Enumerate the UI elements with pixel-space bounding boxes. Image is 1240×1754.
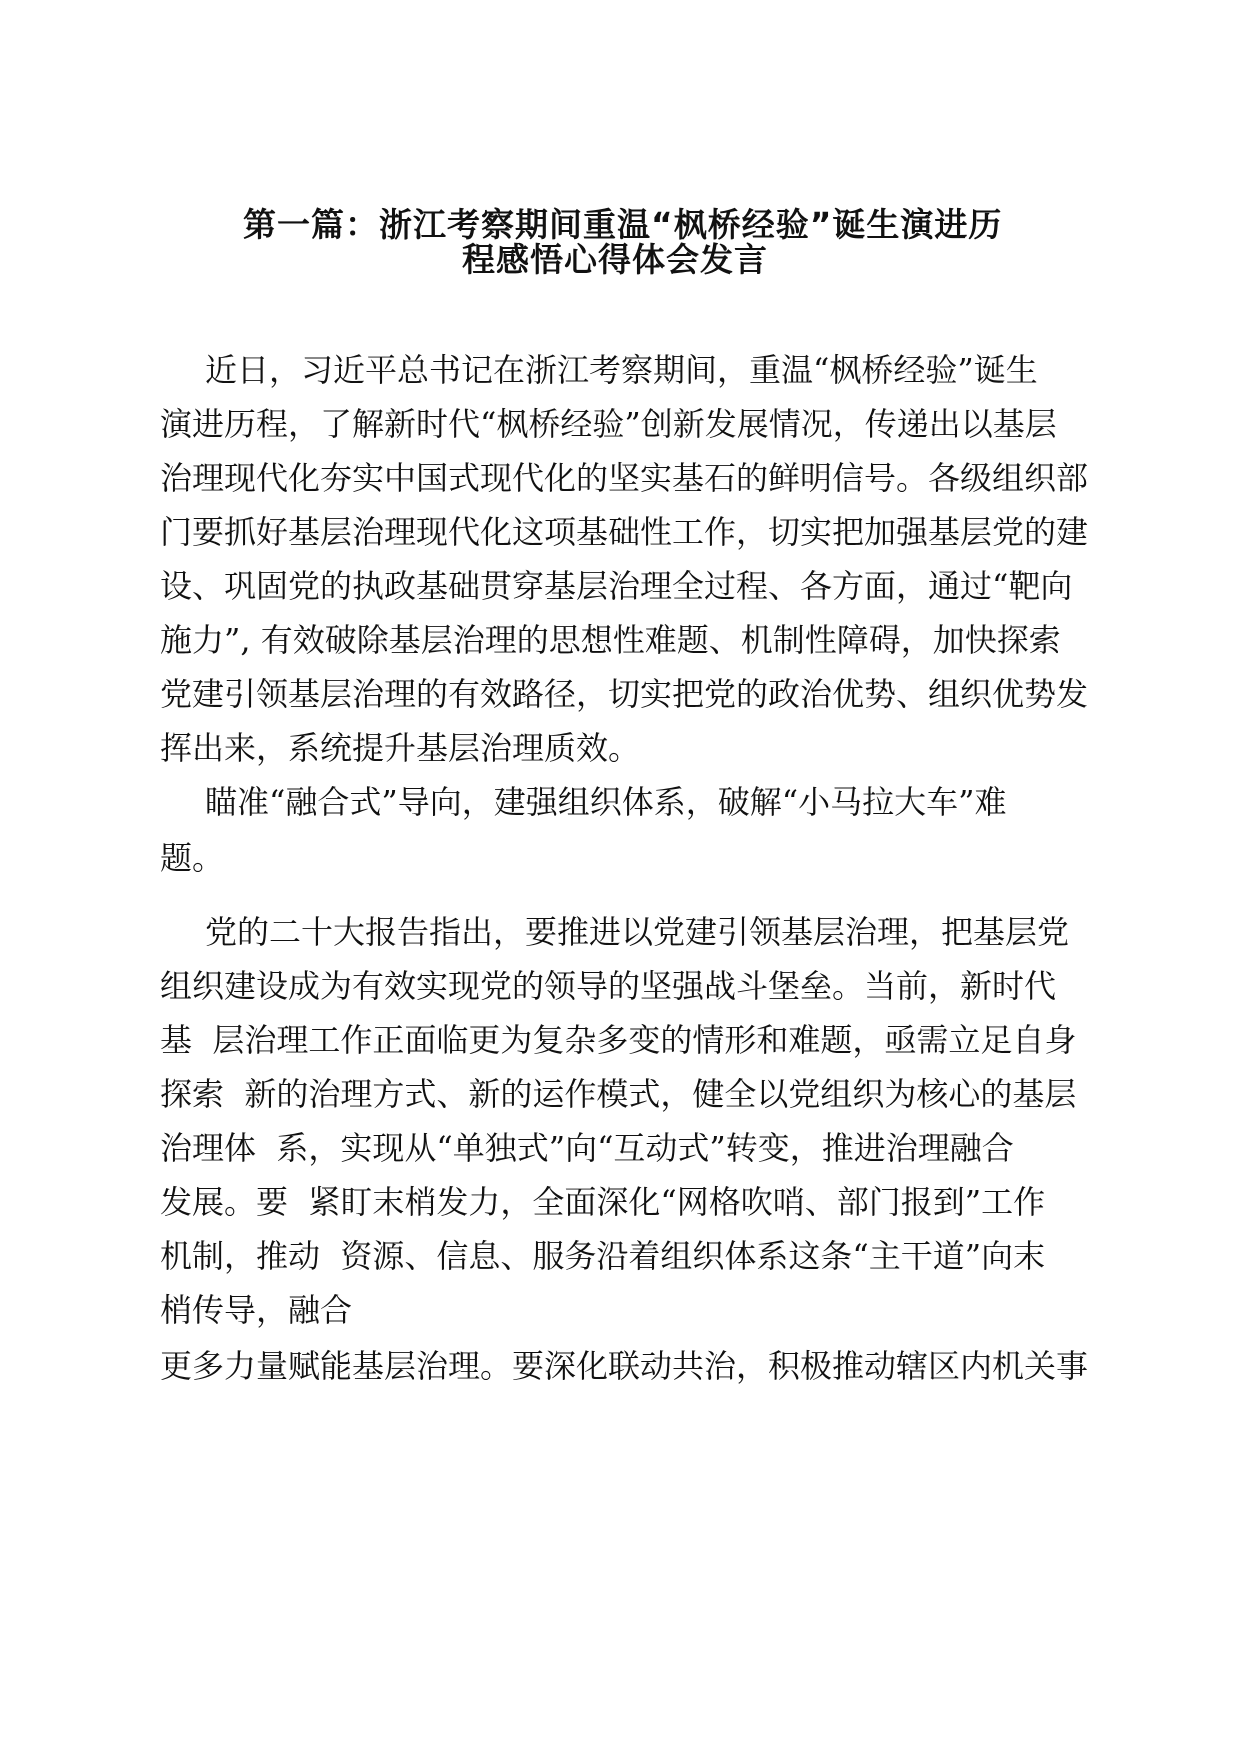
- paragraph-2-line-4: 探索 新的治理方式、新的运作模式，健全以党组织为核心的基层: [160, 1075, 1077, 1113]
- section-heading-line-1: 瞄准“融合式”导向，建强组织体系，破解“小马拉大车”难: [205, 783, 1007, 821]
- document-title-line-1: 第一篇：浙江考察期间重温“枫桥经验”诞生演进历: [243, 205, 1003, 244]
- paragraph-1-line-1: 近日，习近平总书记在浙江考察期间，重温“枫桥经验”诞生: [205, 351, 1038, 389]
- paragraph-2-line-3: 基 层治理工作正面临更为复杂多变的情形和难题，亟需立足自身: [160, 1021, 1077, 1059]
- paragraph-2-line-5: 治理体 系，实现从“单独式”向“互动式”转变，推进治理融合: [160, 1129, 1014, 1167]
- paragraph-1-line-6: 施力”, 有效破除基层治理的思想性难题、机制性障碍，加快探索: [160, 621, 1061, 659]
- document-title-line-2: 程感悟心得体会发言: [462, 240, 768, 279]
- paragraph-1-line-7: 党建引领基层治理的有效路径，切实把党的政治优势、组织优势发: [160, 675, 1089, 713]
- paragraph-2-line-8: 梢传导，融合: [160, 1291, 353, 1329]
- paragraph-2-line-6: 发展。要 紧盯末梢发力，全面深化“网格吹哨、部门报到”工作: [160, 1183, 1046, 1221]
- section-heading-line-2: 题。: [160, 839, 225, 877]
- paragraph-1-line-5: 设、巩固党的执政基础贯穿基层治理全过程、各方面，通过“靶向: [160, 567, 1073, 605]
- paragraph-1-line-2: 演进历程，了解新时代“枫桥经验”创新发展情况，传递出以基层: [160, 405, 1057, 443]
- paragraph-1-line-3: 治理现代化夯实中国式现代化的坚实基石的鲜明信号。各级组织部: [160, 459, 1089, 497]
- paragraph-1-line-8: 挥出来，系统提升基层治理质效。: [160, 729, 641, 767]
- paragraph-2-line-7: 机制，推动 资源、信息、服务沿着组织体系这条“主干道”向末: [160, 1237, 1046, 1275]
- paragraph-2-line-1: 党的二十大报告指出，要推进以党建引领基层治理，把基层党: [205, 913, 1070, 951]
- paragraph-2-line-2: 组织建设成为有效实现党的领导的坚强战斗堡垒。当前，新时代: [160, 967, 1057, 1005]
- paragraph-1-line-4: 门要抓好基层治理现代化这项基础性工作，切实把加强基层党的建: [160, 513, 1089, 551]
- paragraph-2-line-9: 更多力量赋能基层治理。要深化联动共治，积极推动辖区内机关事: [160, 1347, 1089, 1385]
